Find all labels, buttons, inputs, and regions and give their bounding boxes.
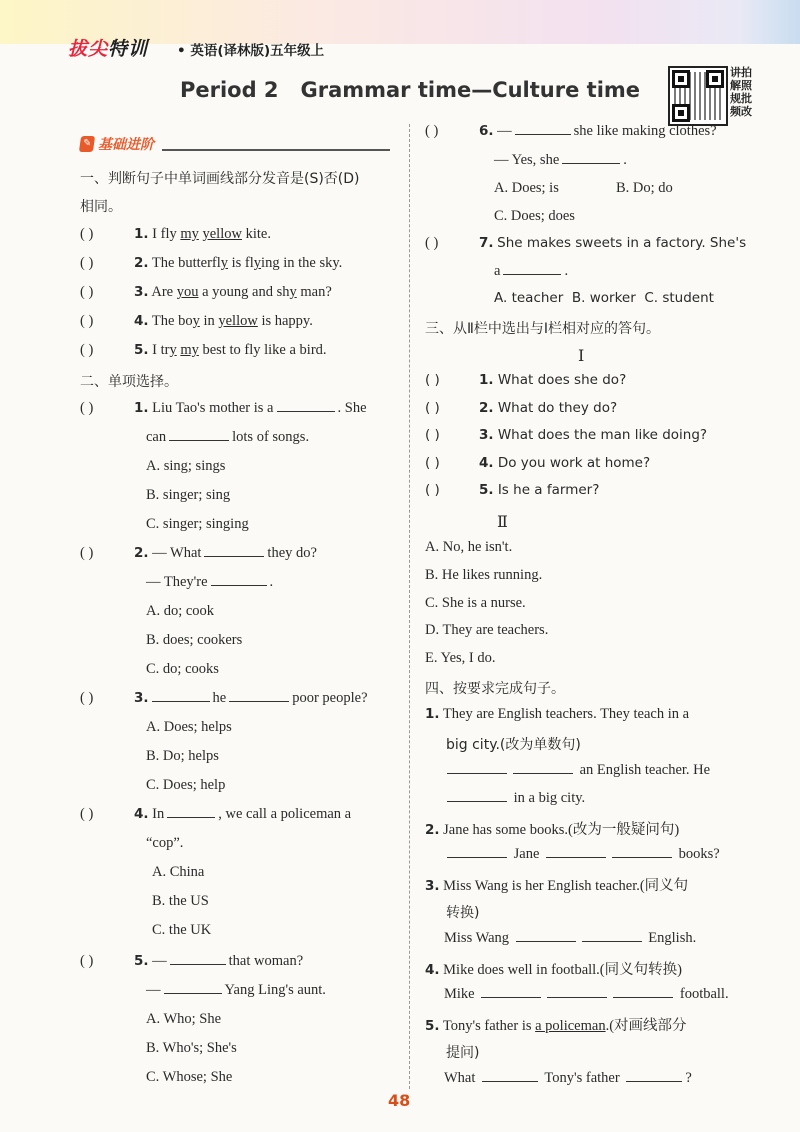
question-number: 4.	[479, 454, 494, 471]
option[interactable]: B. does; cookers	[146, 632, 243, 648]
question-number: 7.	[479, 235, 494, 251]
sentence-part: in	[199, 313, 219, 329]
match-question	[425, 372, 626, 388]
answer-paren[interactable]: ( )	[425, 427, 440, 443]
p4-q4-line1	[425, 958, 682, 979]
p4-q3-line1	[425, 874, 688, 895]
question-text: — They're	[146, 574, 208, 590]
answer-blank[interactable]	[613, 996, 673, 998]
q2-6-line1	[425, 123, 717, 140]
column-label-1: Ⅰ	[578, 348, 585, 365]
underlined-word: you	[176, 284, 199, 300]
answer-blank[interactable]	[204, 555, 264, 557]
q2-6-line2	[494, 152, 627, 169]
question-number: 1.	[479, 372, 494, 388]
answer-blank[interactable]	[447, 800, 507, 802]
q2-2-line1	[80, 545, 317, 562]
underlined-word: yellow	[218, 313, 258, 329]
sentence-part: The bo	[151, 313, 193, 329]
page-number: 48	[388, 1091, 411, 1110]
question-text: big city.(改为单数句)	[446, 737, 581, 753]
part3-heading: 三、从Ⅱ栏中选出与Ⅰ栏相对应的答句。	[425, 321, 661, 337]
question-text: Miss Wang	[444, 930, 510, 946]
option[interactable]: C. Does; help	[146, 777, 226, 793]
p4-q1-line4	[444, 790, 585, 807]
question-text: In	[152, 806, 165, 822]
question-text: “cop”.	[146, 835, 184, 851]
question-text: poor people?	[292, 690, 368, 706]
q2-5-line1	[80, 953, 303, 970]
question-text: Jane	[513, 846, 540, 862]
section-banner-text: 基础进阶	[98, 137, 154, 153]
answer-paren[interactable]: ( )	[80, 342, 94, 358]
q2-7-line2	[494, 263, 568, 280]
answer-blank[interactable]	[547, 996, 607, 998]
answer-paren[interactable]: ( )	[425, 454, 440, 471]
answer-paren[interactable]: ( )	[80, 806, 94, 822]
question-text: , we call a policeman a	[218, 806, 352, 822]
question-text: Jane has some books.(改为一般疑问句)	[443, 822, 680, 838]
question-text: a	[494, 263, 501, 279]
answer-paren[interactable]: ( )	[80, 226, 94, 242]
question-text: —	[146, 982, 161, 998]
section-banner	[80, 134, 390, 156]
qr-code-icon[interactable]	[668, 66, 728, 126]
answer-paren[interactable]: ( )	[80, 690, 94, 706]
answer-blank[interactable]	[513, 772, 573, 774]
question-number: 1.	[425, 706, 440, 722]
sentence-part: is happy.	[257, 313, 313, 329]
option[interactable]: C. Whose; She	[146, 1069, 233, 1085]
question-text: can	[146, 429, 167, 445]
qr-finder	[672, 104, 690, 122]
q2-1-line1	[80, 400, 367, 417]
question-text: —	[497, 123, 512, 139]
sentence-part: Are	[151, 284, 177, 300]
question-number: 3.	[425, 878, 440, 894]
p4-q2-line2	[444, 846, 720, 863]
underlined-word: y	[192, 313, 200, 329]
sentence-part: The butterfl	[151, 255, 221, 271]
question-text: .	[269, 574, 274, 590]
answer-paren[interactable]: ( )	[425, 123, 439, 139]
match-question	[425, 400, 617, 416]
option[interactable]: C. Does; does	[494, 208, 575, 224]
question-number: 5.	[425, 1018, 440, 1034]
q2-1-line2	[146, 429, 309, 446]
p4-q1-line3	[444, 762, 710, 779]
header-edge	[740, 0, 800, 44]
question-number: 4.	[134, 313, 149, 329]
answer-paren[interactable]: ( )	[425, 482, 440, 498]
match-answer: A. No, he isn't.	[425, 539, 513, 555]
question-number: 1.	[134, 400, 149, 416]
question-text: Miss Wang is her English teacher.(同义句	[443, 878, 689, 894]
q2-3-line1	[80, 690, 368, 707]
question-number: 5.	[479, 482, 494, 498]
option[interactable]: A. sing; sings	[146, 458, 226, 474]
question-text: .(对画线部分	[605, 1018, 687, 1034]
series-label: • 英语(译林版)五年级上	[177, 43, 325, 59]
answer-blank[interactable]	[546, 856, 606, 858]
question-text: he	[212, 690, 227, 706]
match-answer: C. She is a nurse.	[425, 594, 526, 611]
question-number: 5.	[134, 342, 149, 358]
question-text: Yang Ling's aunt.	[224, 982, 326, 998]
answer-blank[interactable]	[447, 856, 507, 858]
option[interactable]: B. singer; sing	[146, 487, 231, 503]
sentence-part: a young and sh	[198, 284, 290, 300]
answer-paren[interactable]: ( )	[80, 255, 94, 271]
option[interactable]: B. Do; helps	[146, 748, 219, 764]
question-text: lots of songs.	[232, 429, 310, 445]
question-text: What	[444, 1070, 476, 1086]
question-text: .	[564, 263, 569, 279]
p4-q2-line1	[425, 818, 679, 839]
question-number: 2.	[134, 255, 149, 271]
answer-blank[interactable]	[626, 1080, 682, 1082]
question-number: 1.	[134, 226, 149, 242]
brand-red: 拔尖	[68, 38, 109, 60]
answer-blank[interactable]	[612, 856, 672, 858]
part1-heading: 一、判断句子中单词画线部分发音是(S)否(D)	[80, 171, 360, 187]
p4-q5-line1	[425, 1014, 687, 1035]
underlined-word: y	[220, 255, 229, 271]
underlined-word: my	[180, 342, 199, 358]
column-label-2: Ⅱ	[497, 514, 508, 531]
answer-blank[interactable]	[447, 772, 507, 774]
answer-paren[interactable]: ( )	[425, 399, 440, 416]
question-text: football.	[679, 986, 729, 1002]
underlined-word: y	[169, 342, 177, 358]
answer-blank[interactable]	[515, 133, 571, 135]
qr-finder	[706, 70, 724, 88]
q2-2-line2	[146, 574, 273, 591]
question-text: What does the man like doing?	[497, 427, 708, 443]
question-text: — What	[152, 545, 202, 561]
q2-5-line2	[146, 982, 326, 999]
answer-blank[interactable]	[211, 584, 267, 586]
sentence-part: man?	[296, 284, 332, 300]
question-number: 2.	[425, 822, 440, 838]
question-text: They are English teachers. They teach in a	[442, 706, 690, 722]
answer-blank[interactable]	[152, 700, 210, 702]
option[interactable]: A. Does; helps	[146, 719, 232, 735]
match-question	[425, 427, 707, 443]
banner-line	[162, 149, 390, 151]
option-row[interactable]: A. teacher B. worker C. student	[494, 290, 714, 306]
option[interactable]: C. the UK	[152, 922, 212, 938]
answer-paren[interactable]: ( )	[80, 313, 94, 329]
sentence-part: ing in the sky.	[261, 255, 343, 271]
question-text: they do?	[267, 545, 317, 561]
question-text: in a big city.	[513, 790, 586, 806]
answer-blank[interactable]	[503, 273, 561, 275]
question-text: Mike does well in football.(同义句转换)	[443, 962, 682, 978]
match-answer: B. He likes running.	[425, 566, 543, 583]
question-text: 提问)	[446, 1045, 480, 1061]
answer-blank[interactable]	[562, 162, 620, 164]
option[interactable]: A. Who; She	[146, 1011, 222, 1027]
question-text: .	[623, 152, 627, 168]
page-title: Period 2 Grammar time—Culture time	[179, 78, 641, 102]
underlined-word: y	[289, 284, 297, 300]
part1-heading-2: 相同。	[80, 199, 122, 215]
sentence-part: kite.	[241, 226, 271, 242]
option[interactable]: B. Do; do	[616, 180, 673, 196]
part1-item	[80, 284, 332, 301]
question-number: 4.	[134, 806, 149, 822]
answer-paren[interactable]: ( )	[425, 235, 439, 251]
option[interactable]: A. Does; is	[494, 180, 559, 196]
question-number: 2.	[479, 399, 494, 416]
part1-item	[80, 255, 342, 272]
option[interactable]: B. Who's; She's	[146, 1040, 237, 1056]
part1-item	[80, 342, 327, 359]
qr-label: 讲拍解照规批频改	[730, 66, 752, 118]
q2-7-line1	[425, 235, 746, 252]
option[interactable]: A. do; cook	[146, 603, 215, 619]
answer-blank[interactable]	[229, 700, 289, 702]
part4-heading: 四、按要求完成句子。	[425, 681, 565, 697]
question-text: English.	[648, 930, 697, 946]
answer-blank[interactable]	[582, 940, 642, 942]
question-text: What do they do?	[497, 399, 618, 416]
answer-blank[interactable]	[167, 816, 215, 818]
question-number: 3.	[134, 284, 149, 300]
sentence-part: is fl	[228, 255, 254, 271]
underlined-word: y	[253, 255, 262, 271]
question-number: 6.	[479, 123, 494, 139]
question-text: She makes sweets in a factory. She's	[497, 235, 747, 251]
question-text: that woman?	[228, 953, 304, 969]
part1-item	[80, 313, 313, 330]
question-number: 5.	[134, 953, 149, 969]
option[interactable]: C. singer; singing	[146, 516, 249, 532]
option[interactable]: A. China	[152, 864, 205, 880]
answer-blank[interactable]	[516, 940, 576, 942]
pencil-icon: ✎	[79, 136, 95, 152]
answer-blank[interactable]	[169, 439, 229, 441]
question-text: . She	[337, 400, 367, 416]
answer-blank[interactable]	[164, 992, 222, 994]
qr-finder	[672, 70, 690, 88]
question-text: 转换)	[446, 905, 480, 921]
option[interactable]: B. the US	[152, 893, 209, 909]
question-text: she like making clothes?	[573, 123, 717, 139]
brand-logo	[68, 34, 148, 61]
match-answer: E. Yes, I do.	[425, 650, 496, 667]
option[interactable]: C. do; cooks	[146, 661, 219, 677]
question-number: 2.	[134, 545, 149, 561]
underlined-phrase: a policeman	[535, 1018, 606, 1034]
answer-paren[interactable]: ( )	[80, 400, 94, 416]
part2-heading: 二、单项选择。	[80, 374, 178, 390]
answer-paren[interactable]: ( )	[80, 545, 94, 561]
underlined-word: yellow	[202, 226, 242, 242]
question-text: Tony's father is	[442, 1018, 536, 1034]
sentence-part: I fly	[152, 226, 181, 242]
question-number: 3.	[134, 690, 149, 706]
question-text: What does she do?	[497, 372, 627, 388]
answer-paren[interactable]: ( )	[425, 372, 440, 388]
sentence-part: I tr	[152, 342, 170, 358]
part1-item	[80, 226, 271, 243]
answer-blank[interactable]	[170, 963, 226, 965]
column-divider	[409, 124, 410, 1089]
p4-q5-line3	[444, 1070, 692, 1087]
match-question	[425, 482, 599, 498]
question-text: an English teacher. He	[579, 762, 711, 778]
match-answer: D. They are teachers.	[425, 622, 549, 639]
answer-paren[interactable]: ( )	[80, 953, 94, 969]
question-number: 3.	[479, 427, 494, 443]
question-text: Mike	[444, 986, 475, 1002]
brand-black: 特训	[108, 38, 149, 60]
p4-q4-line2	[444, 986, 729, 1003]
question-text: —	[152, 953, 167, 969]
p4-q1-line1	[425, 706, 689, 723]
question-text: Is he a farmer?	[497, 482, 600, 498]
question-text: ?	[685, 1070, 692, 1086]
question-text: — Yes, she	[494, 152, 560, 168]
question-number: 4.	[425, 962, 440, 978]
question-text: Do you work at home?	[497, 454, 651, 471]
answer-blank[interactable]	[277, 410, 335, 412]
answer-blank[interactable]	[482, 1080, 538, 1082]
sentence-part: best to fly like a bird.	[198, 342, 327, 358]
match-question	[425, 455, 650, 471]
q2-4-line1	[80, 806, 351, 823]
answer-paren[interactable]: ( )	[80, 284, 94, 300]
answer-blank[interactable]	[481, 996, 541, 998]
underlined-word: my	[180, 226, 199, 242]
question-text: Tony's father	[544, 1070, 620, 1086]
question-text: books?	[678, 846, 720, 862]
question-text: Liu Tao's mother is a	[152, 400, 274, 416]
p4-q3-line3	[444, 930, 696, 947]
